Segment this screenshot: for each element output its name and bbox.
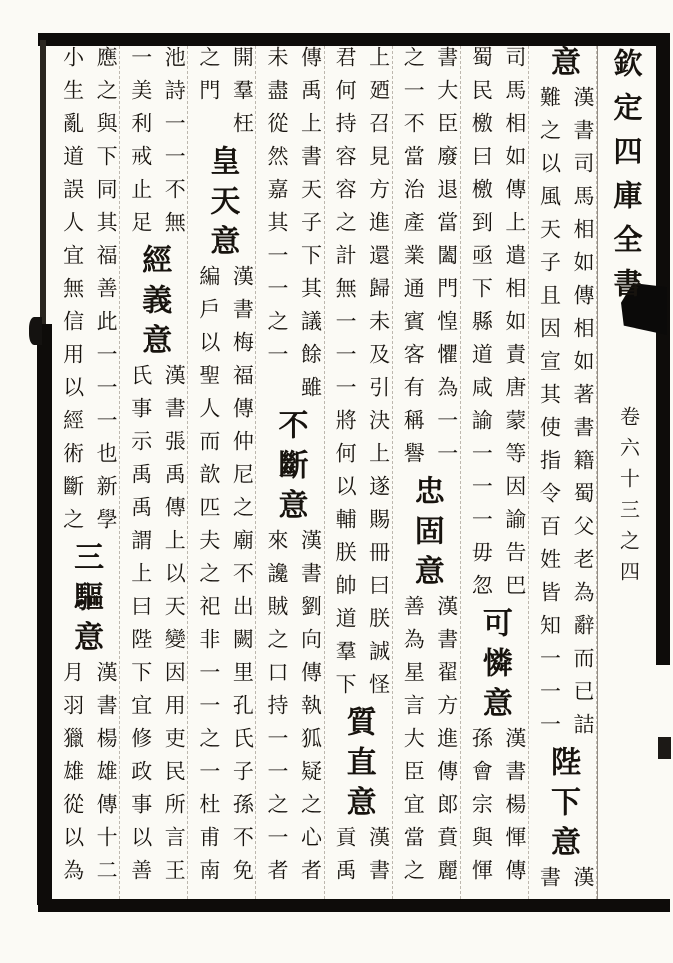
text-column-3 — [393, 46, 461, 899]
commentary-right: 漢書張禹傳上以天變因用吏民所言王 — [162, 364, 187, 892]
commentary-right: 漢書梅福傳仲尼之廟不出闕里孔氏子孫不免 — [230, 265, 255, 892]
headword: 皇天意 — [204, 145, 240, 265]
commentary-pair — [120, 364, 187, 892]
commentary-left: 蜀民檄曰檄到亟下縣道咸諭一一一毋忽 — [469, 46, 494, 607]
commentary-left: 書 — [537, 866, 562, 899]
commentary-left: 善為星言大臣宜當之 — [401, 595, 426, 892]
commentary-pair — [52, 661, 119, 892]
commentary-left: 月羽獵雄從以為 — [60, 661, 85, 892]
commentary-pair — [52, 46, 119, 541]
text-column-5 — [256, 46, 324, 899]
commentary-pair — [256, 529, 323, 892]
commentary-left: 孫會宗與惲 — [469, 727, 494, 892]
commentary-left: 之一不當治產業通賓客有稱譽 — [401, 46, 426, 475]
text-column-4 — [325, 46, 393, 899]
commentary-pair — [529, 866, 596, 899]
commentary-right: 應之與下同其福善此一一一也新學 — [94, 46, 119, 541]
commentary-right: 開羣枉 — [230, 46, 255, 145]
headword: 忠固意 — [408, 475, 444, 595]
commentary-left: 貢禹 — [333, 826, 358, 892]
commentary-right: 池詩一一不無 — [162, 46, 187, 244]
text-column-6 — [188, 46, 256, 899]
commentary-left: 之門 — [196, 46, 221, 112]
border-left-lower — [37, 324, 52, 905]
headword: 三驅意 — [68, 541, 104, 661]
commentary-left: 未盡從然嘉其一一之一 — [264, 46, 289, 376]
commentary-pair — [529, 86, 596, 746]
commentary-right: 漢書劉向傳執狐疑之心者 — [298, 529, 323, 892]
commentary-pair — [461, 46, 528, 607]
border-top — [38, 33, 670, 46]
ink-blot-left-artifact — [29, 317, 42, 345]
commentary-pair — [188, 265, 255, 892]
commentary-right: 漢書楊惲傳 — [502, 727, 527, 892]
commentary-left: 小生亂道誤人宜無信用以經術斷之 — [60, 46, 85, 541]
commentary-pair — [461, 727, 528, 892]
headword: 可憐意 — [476, 607, 512, 727]
text-column-1 — [529, 46, 597, 899]
border-left-upper — [40, 40, 46, 335]
commentary-pair — [188, 46, 255, 145]
commentary-right: 漢書 — [366, 826, 391, 892]
headword: 經義意 — [136, 244, 172, 364]
commentary-left: 難之以風天子且因宣其使指令百姓皆知一一一 — [537, 86, 562, 746]
commentary-right: 傳禹上書天子下其議餘雖 — [298, 46, 323, 409]
book-title: 欽定四庫全書 — [609, 48, 644, 312]
text-column-7 — [120, 46, 188, 899]
commentary-right: 上廼召見方進還歸未及引決上遂賜冊曰朕誠怪 — [366, 46, 391, 706]
headword: 不斷意 — [272, 409, 308, 529]
headword: 意 — [544, 46, 580, 86]
commentary-pair — [325, 826, 392, 892]
text-column-8 — [52, 46, 120, 899]
border-bottom — [38, 899, 670, 912]
commentary-left: 編戶以聖人而歆匹夫之祀非一一之一杜甫南 — [196, 265, 221, 892]
headword: 質直意 — [340, 706, 376, 826]
border-right-mark — [658, 737, 671, 759]
commentary-right: 漢書楊雄傳十二 — [94, 661, 119, 892]
commentary-right: 書大臣廢退當闔門惶懼為一一 — [434, 46, 459, 475]
commentary-left: 一美利戒止足 — [128, 46, 153, 244]
commentary-left: 君何持容容之計無一一一將何以輔朕帥道羣下 — [333, 46, 358, 706]
commentary-left: 來讒賊之口持一一之一者 — [264, 529, 289, 892]
header-column — [597, 46, 656, 899]
headword: 陛下意 — [544, 746, 580, 866]
commentary-pair — [393, 595, 460, 892]
text-column-2 — [461, 46, 529, 899]
commentary-pair — [120, 46, 187, 244]
commentary-pair — [256, 46, 323, 409]
commentary-right: 漢 — [571, 866, 595, 899]
border-right — [656, 40, 670, 665]
commentary-left: 氏事示禹禹謂上曰陛下宜修政事以善 — [128, 364, 153, 892]
commentary-pair — [393, 46, 460, 475]
commentary-right: 漢書翟方進傳郎賁麗 — [434, 595, 459, 892]
text-block — [52, 46, 656, 899]
volume-label: 卷六十三之四 — [616, 406, 641, 592]
commentary-pair — [325, 46, 392, 706]
commentary-right: 司馬相如傳上遣相如責唐蒙等因諭告巴 — [502, 46, 527, 607]
commentary-right: 漢書司馬相如傳相如著書籍蜀父老為辭而已詰 — [571, 86, 595, 746]
